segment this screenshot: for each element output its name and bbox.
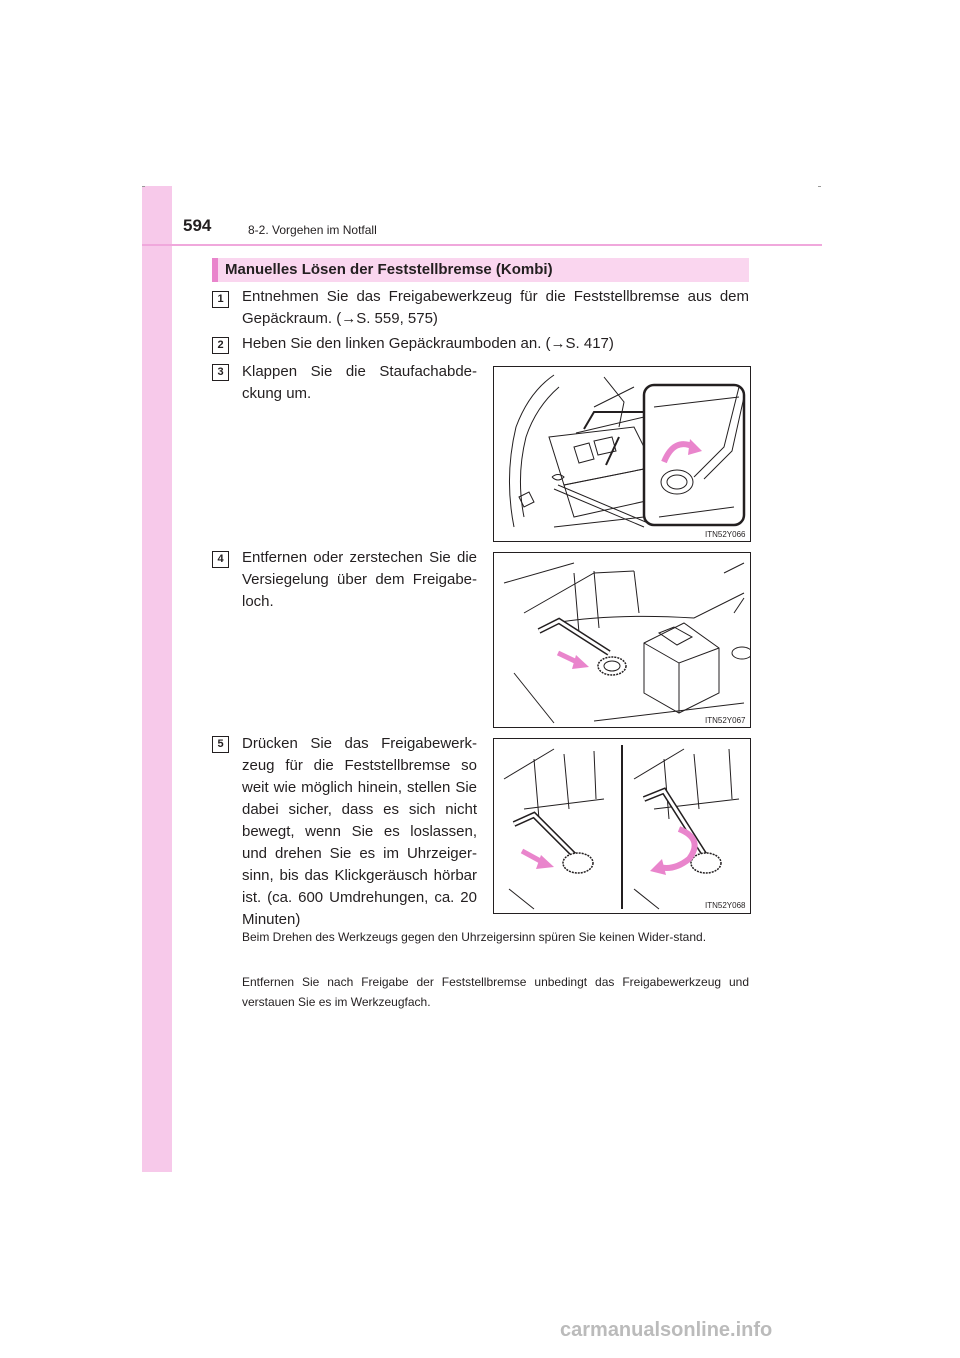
crop-mark xyxy=(818,186,821,187)
step-number-2: 2 xyxy=(212,337,229,354)
step-number-4: 4 xyxy=(212,551,229,568)
step-2-text: Heben Sie den linken Gepäckraumboden an. (→S. 417) xyxy=(242,335,614,352)
section-title: 8-2. Vorgehen im Notfall xyxy=(248,223,377,237)
step-1-text: Entnehmen Sie das Freigabewerkzeug für die Feststellbremse aus dem Gepäckraum. (→S. 559, 575) xyxy=(242,288,749,327)
seal-removal-illustration xyxy=(494,553,750,727)
figure-release-tool xyxy=(493,738,751,914)
figure-caption-3: ITN52Y068 xyxy=(705,901,746,910)
step-4-text: Entfernen oder zerstechen Sie die Versiegelung über dem Freigabe-loch. xyxy=(242,549,477,610)
figure-seal-removal xyxy=(493,552,751,728)
figure-caption-2: ITN52Y067 xyxy=(705,716,746,725)
figure-trunk-cover xyxy=(493,366,751,542)
figure-caption-1: ITN52Y066 xyxy=(705,530,746,539)
step-5-text: Drücken Sie das Freigabewerk-zeug für die Feststellbremse so weit wie möglich hinein, stellen Sie dabei sicher, dass es sich nicht bewegt, wenn Sie es loslassen, und drehen Sie es im Uhrzeiger-sinn, bis das Klickgeräusch hörbar ist. (ca. 600 Umdrehungen, ca. 20 Minuten) xyxy=(242,735,477,928)
step-number-1: 1 xyxy=(212,291,229,308)
banner-accent-bar xyxy=(212,258,218,282)
note-2: Entfernen Sie nach Freigabe der Feststellbremse unbedingt das Freigabewerkzeug und verstauen Sie es im Werkzeugfach. xyxy=(242,975,749,1009)
footer-watermark: carmanualsonline.info xyxy=(560,1319,773,1341)
banner-title: Manuelles Lösen der Feststellbremse (Kombi) xyxy=(225,261,553,278)
crop-mark xyxy=(142,186,145,187)
release-tool-illustration xyxy=(494,739,750,913)
section-banner xyxy=(212,258,749,282)
chapter-side-strip xyxy=(142,186,172,1172)
step-number-3: 3 xyxy=(212,364,229,381)
page-number: 594 xyxy=(183,216,212,235)
step-number-5: 5 xyxy=(212,736,229,753)
note-1: Beim Drehen des Werkzeugs gegen den Uhrzeigersinn spüren Sie keinen Wider-stand. xyxy=(242,930,707,944)
header-rule xyxy=(142,244,822,246)
trunk-cover-illustration xyxy=(494,367,750,541)
step-3-text: Klappen Sie die Staufachabde-ckung um. xyxy=(242,363,477,402)
